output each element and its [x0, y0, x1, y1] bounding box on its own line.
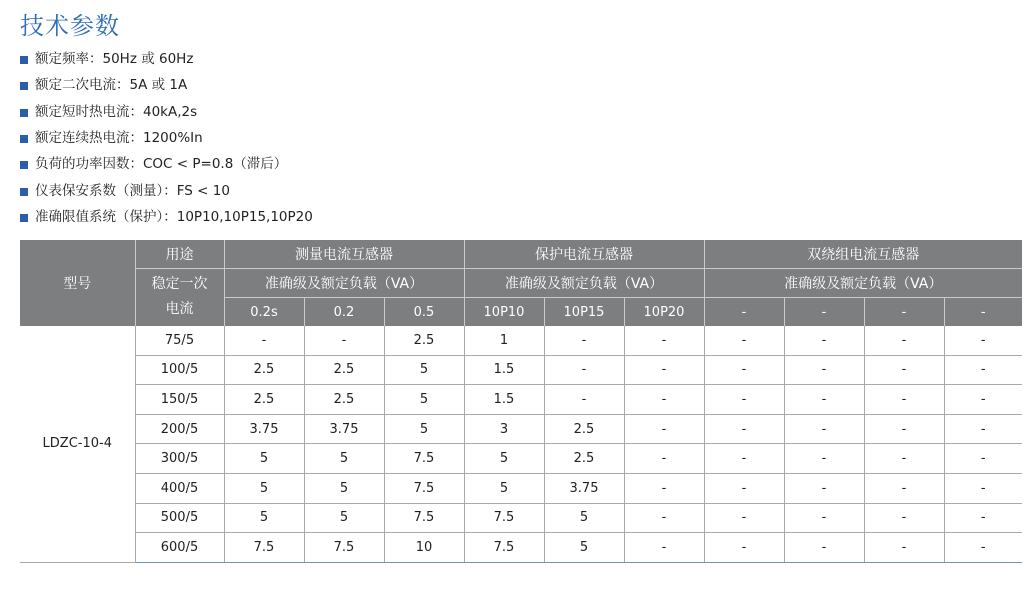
value-cell: - — [784, 385, 864, 415]
primary-current-cell: 75/5 — [135, 326, 224, 355]
value-cell: - — [864, 533, 944, 563]
value-cell: 2.5 — [544, 414, 624, 444]
table-row — [20, 326, 1022, 355]
value-cell: - — [624, 355, 704, 385]
value-cell: 10 — [384, 533, 464, 563]
header-load-protect: 准确级及额定负载（VA） — [464, 269, 704, 298]
primary-current-cell: 400/5 — [135, 473, 224, 503]
header-measure-ct: 测量电流互感器 — [224, 240, 464, 269]
header-model: 型号 — [20, 240, 135, 326]
value-cell: 7.5 — [384, 473, 464, 503]
value-cell: 5 — [384, 355, 464, 385]
value-cell: 7.5 — [384, 503, 464, 533]
value-cell: - — [864, 414, 944, 444]
square-bullet-icon — [20, 161, 28, 169]
square-bullet-icon — [20, 135, 28, 143]
value-cell: - — [704, 355, 784, 385]
value-cell: 7.5 — [224, 533, 304, 563]
header-class: 0.2 — [304, 298, 384, 327]
header-class: 0.5 — [384, 298, 464, 327]
header-usage: 用途 — [135, 240, 224, 269]
header-class: - — [704, 298, 784, 327]
spec-item — [20, 125, 313, 151]
primary-current-cell: 100/5 — [135, 355, 224, 385]
spec-text: 准确限值系统（保护）：10P10,10P15,10P20 — [35, 208, 313, 225]
header-primary-2: 电流 — [135, 298, 224, 327]
value-cell: - — [784, 414, 864, 444]
table-row — [20, 444, 1022, 474]
value-cell: - — [784, 503, 864, 533]
value-cell: 5 — [224, 503, 304, 533]
value-cell: - — [864, 326, 944, 355]
spec-item — [20, 204, 313, 230]
header-primary-1: 稳定一次 — [135, 269, 224, 298]
value-cell: - — [784, 444, 864, 474]
value-cell: - — [784, 326, 864, 355]
primary-current-cell: 600/5 — [135, 533, 224, 563]
value-cell: 2.5 — [224, 385, 304, 415]
value-cell: 1 — [464, 326, 544, 355]
value-cell: 3.75 — [544, 473, 624, 503]
table-row — [20, 533, 1022, 563]
value-cell: - — [944, 444, 1022, 474]
value-cell: 5 — [304, 444, 384, 474]
spec-text: 仪表保安系数（测量）：FS < 10 — [35, 182, 230, 199]
value-cell: - — [864, 444, 944, 474]
value-cell: 3.75 — [224, 414, 304, 444]
table-row — [20, 473, 1022, 503]
header-class: 10P10 — [464, 298, 544, 327]
value-cell: - — [784, 533, 864, 563]
table-row — [20, 414, 1022, 444]
value-cell: - — [704, 533, 784, 563]
value-cell: 2.5 — [304, 385, 384, 415]
table-row — [20, 503, 1022, 533]
header-class: - — [944, 298, 1022, 327]
value-cell: - — [704, 414, 784, 444]
value-cell: - — [944, 414, 1022, 444]
spec-item — [20, 177, 313, 203]
value-cell: - — [224, 326, 304, 355]
value-cell: - — [944, 326, 1022, 355]
table-row — [20, 355, 1022, 385]
value-cell: - — [944, 385, 1022, 415]
value-cell: 3.75 — [304, 414, 384, 444]
value-cell: - — [624, 473, 704, 503]
header-class: 0.2s — [224, 298, 304, 327]
primary-current-cell: 200/5 — [135, 414, 224, 444]
value-cell: - — [624, 414, 704, 444]
square-bullet-icon — [20, 188, 28, 196]
header-class: 10P20 — [624, 298, 704, 327]
value-cell: - — [784, 473, 864, 503]
value-cell: 5 — [224, 444, 304, 474]
value-cell: - — [864, 355, 944, 385]
value-cell: - — [944, 473, 1022, 503]
value-cell: 5 — [384, 385, 464, 415]
value-cell: 2.5 — [544, 444, 624, 474]
value-cell: - — [624, 533, 704, 563]
spec-list — [20, 46, 313, 230]
value-cell: 7.5 — [464, 533, 544, 563]
header-dual-ct: 双绕组电流互感器 — [704, 240, 1022, 269]
value-cell: - — [704, 385, 784, 415]
value-cell: - — [944, 503, 1022, 533]
primary-current-cell: 500/5 — [135, 503, 224, 533]
value-cell: 5 — [464, 444, 544, 474]
value-cell: 7.5 — [304, 533, 384, 563]
value-cell: 5 — [304, 473, 384, 503]
value-cell: - — [864, 385, 944, 415]
value-cell: - — [704, 503, 784, 533]
value-cell: 5 — [304, 503, 384, 533]
value-cell: - — [624, 385, 704, 415]
spec-item — [20, 72, 313, 98]
value-cell: 1.5 — [464, 385, 544, 415]
header-load-dual: 准确级及额定负载（VA） — [704, 269, 1022, 298]
value-cell: - — [624, 503, 704, 533]
spec-text: 额定频率：50Hz 或 60Hz — [35, 51, 194, 68]
value-cell: 7.5 — [384, 444, 464, 474]
header-class: 10P15 — [544, 298, 624, 327]
header-protect-ct: 保护电流互感器 — [464, 240, 704, 269]
value-cell: 2.5 — [304, 355, 384, 385]
value-cell: 5 — [224, 473, 304, 503]
value-cell: - — [304, 326, 384, 355]
spec-text: 额定二次电流：5A 或 1A — [35, 77, 188, 94]
value-cell: 2.5 — [384, 326, 464, 355]
spec-text: 负荷的功率因数：COC < P=0.8（滞后） — [35, 156, 288, 173]
primary-current-cell: 150/5 — [135, 385, 224, 415]
value-cell: - — [944, 533, 1022, 563]
value-cell: 5 — [464, 473, 544, 503]
spec-text: 额定短时热电流：40kA,2s — [35, 103, 198, 120]
value-cell: - — [544, 326, 624, 355]
value-cell: - — [944, 355, 1022, 385]
value-cell: 2.5 — [224, 355, 304, 385]
value-cell: 5 — [544, 533, 624, 563]
value-cell: - — [624, 326, 704, 355]
page-title: 技术参数 — [20, 12, 120, 40]
model-cell: LDZC-10-4 — [20, 326, 135, 562]
value-cell: 5 — [384, 414, 464, 444]
spec-item — [20, 99, 313, 125]
value-cell: - — [864, 473, 944, 503]
value-cell: 1.5 — [464, 355, 544, 385]
value-cell: 3 — [464, 414, 544, 444]
header-class: - — [784, 298, 864, 327]
value-cell: 5 — [544, 503, 624, 533]
square-bullet-icon — [20, 214, 28, 222]
spec-item — [20, 46, 313, 72]
header-class: - — [864, 298, 944, 327]
value-cell: - — [544, 355, 624, 385]
value-cell: - — [704, 444, 784, 474]
value-cell: - — [704, 473, 784, 503]
value-cell: 7.5 — [464, 503, 544, 533]
primary-current-cell: 300/5 — [135, 444, 224, 474]
square-bullet-icon — [20, 109, 28, 117]
value-cell: - — [624, 444, 704, 474]
spec-text: 额定连续热电流：1200%In — [35, 130, 203, 147]
spec-item — [20, 151, 313, 177]
value-cell: - — [704, 326, 784, 355]
value-cell: - — [784, 355, 864, 385]
square-bullet-icon — [20, 82, 28, 90]
value-cell: - — [544, 385, 624, 415]
value-cell: - — [864, 503, 944, 533]
square-bullet-icon — [20, 56, 28, 64]
table-row — [20, 385, 1022, 415]
header-load-measure: 准确级及额定负载（VA） — [224, 269, 464, 298]
spec-table — [20, 240, 1022, 563]
